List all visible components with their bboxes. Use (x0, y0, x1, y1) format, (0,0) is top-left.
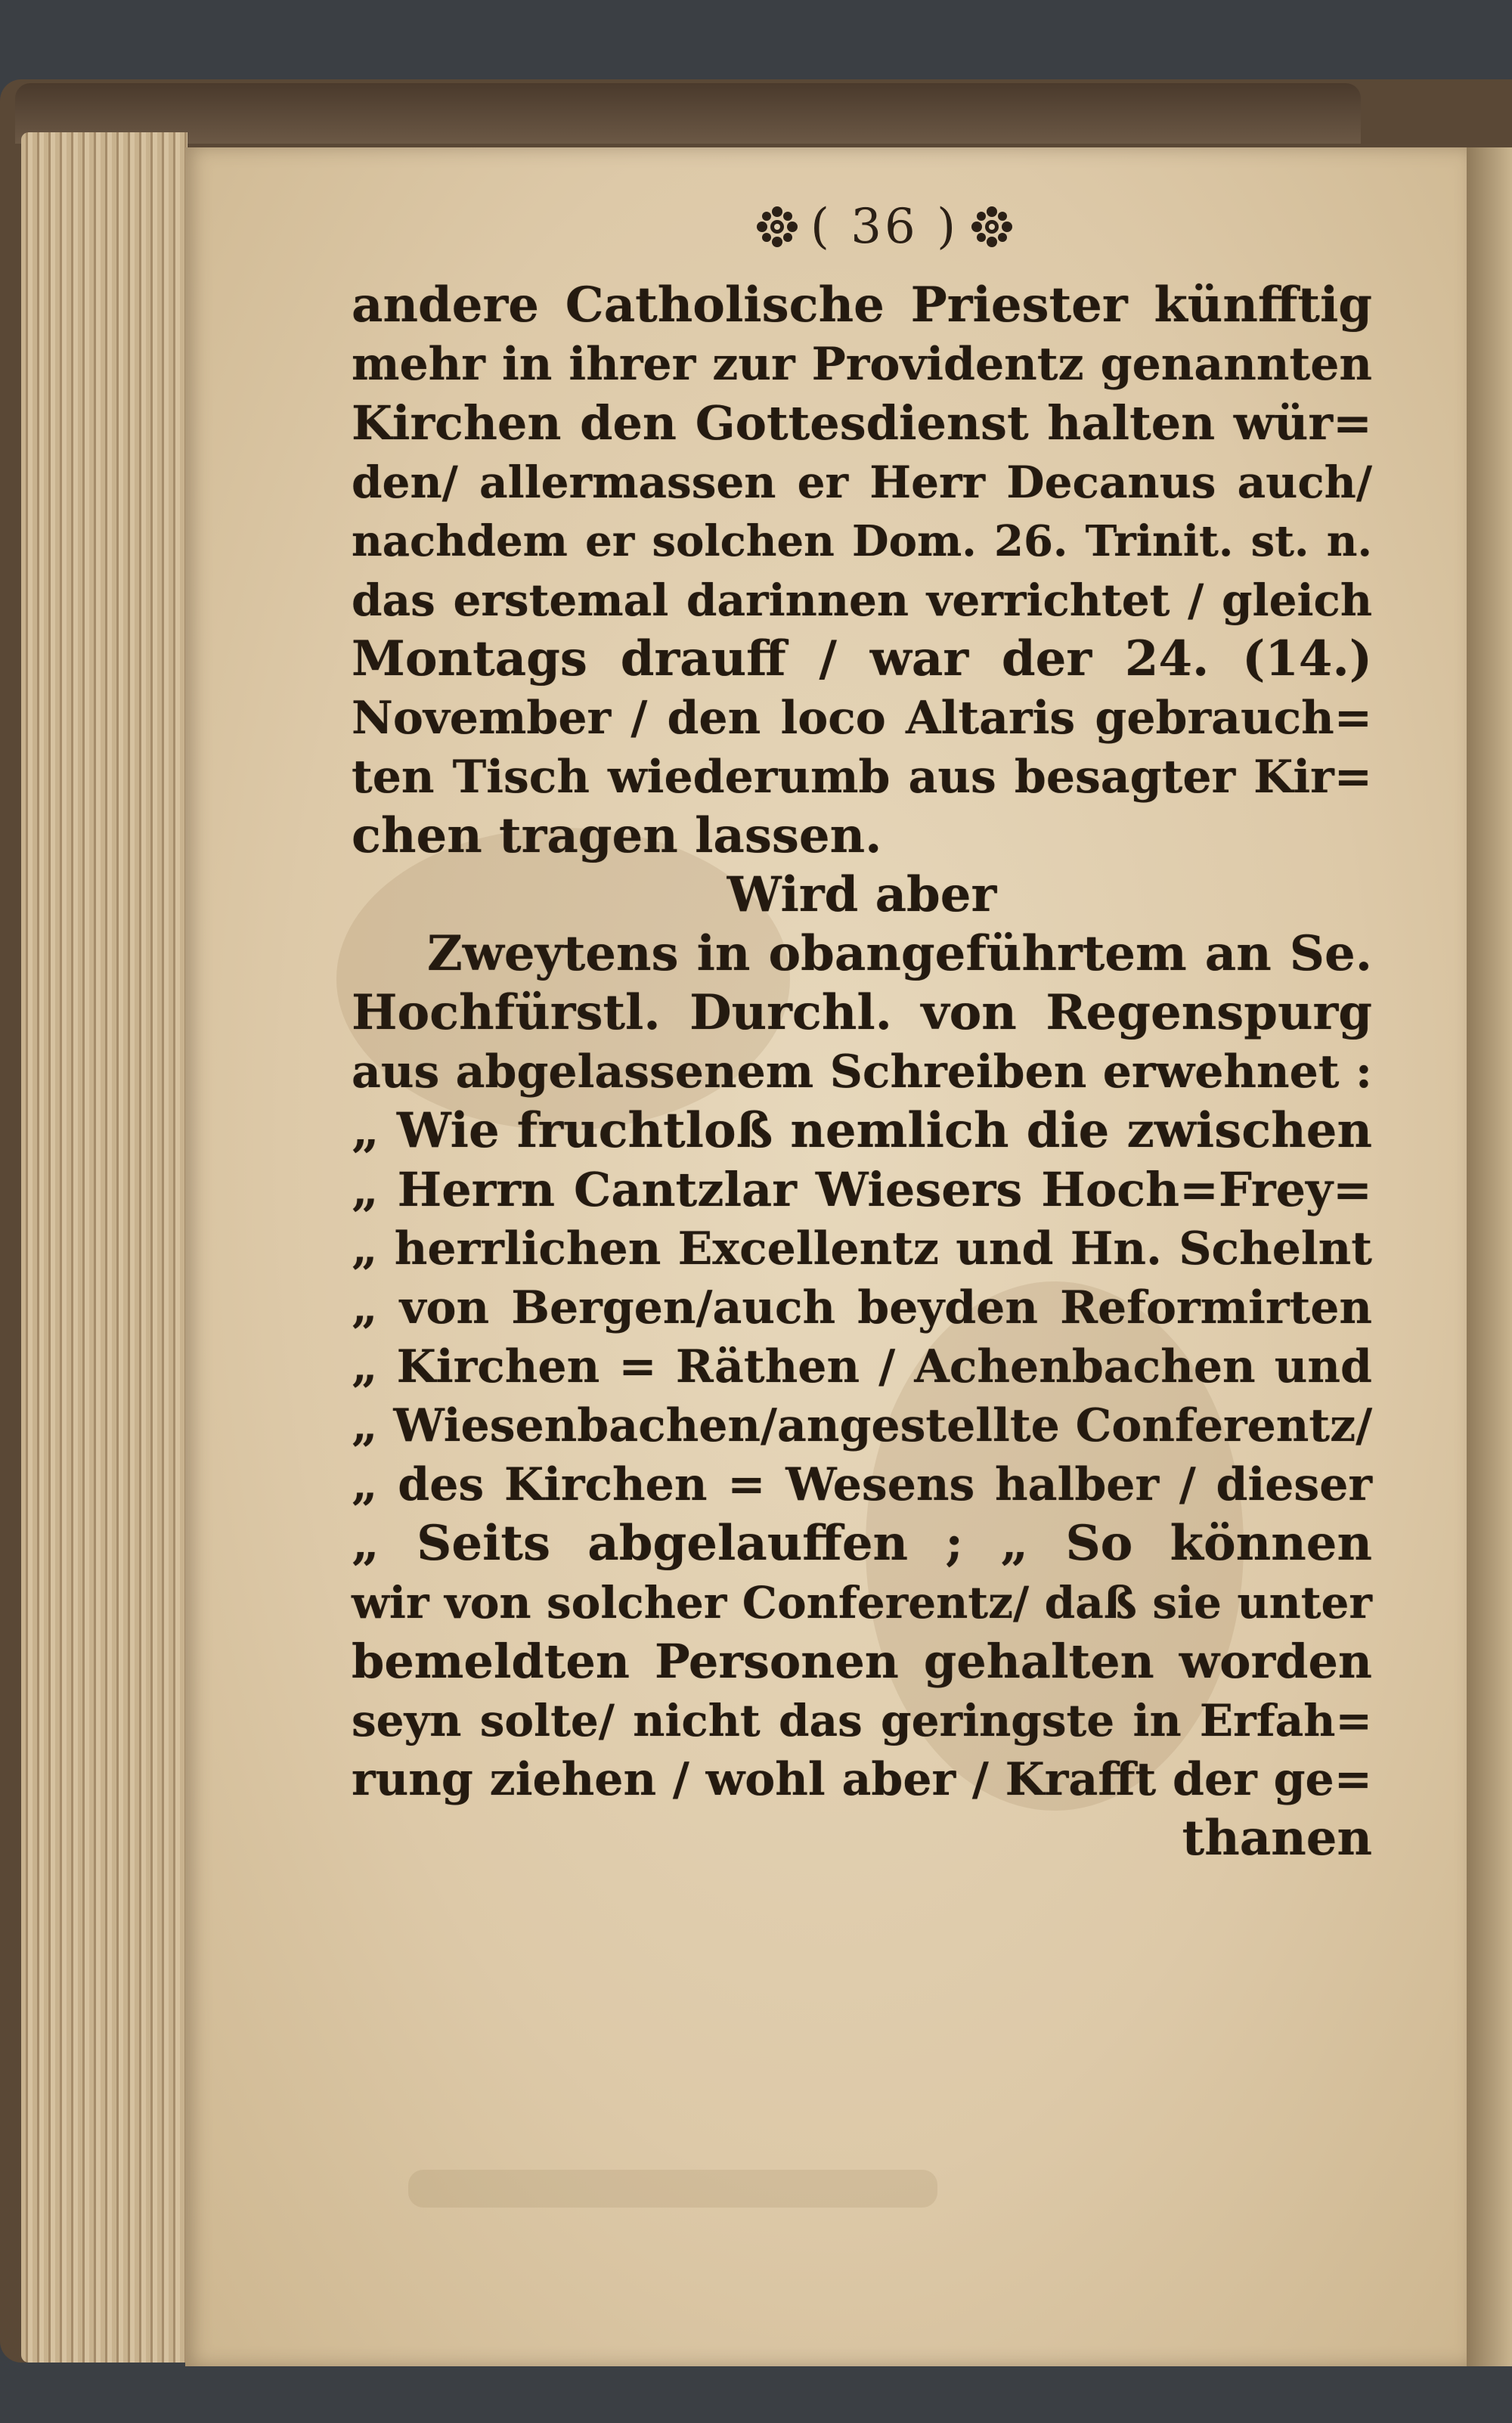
text-line: rung ziehen / wohl aber / Krafft der ge= (352, 1753, 1372, 1806)
text-line: Kirchen den Gottesdienst halten wür= (352, 395, 1372, 451)
bleed-through-text (408, 2170, 937, 2208)
text-line: andere Catholische Priester künfftig (352, 277, 1372, 333)
text-line: „ herrlichen Excellentz und Hn. Schelnt (352, 1222, 1372, 1275)
page-header (726, 189, 1043, 265)
text-line: Montags drauff / war der 24. (14.) (352, 631, 1372, 687)
text-line: „ Herrn Cantzlar Wiesers Hoch=Frey= (352, 1162, 1372, 1217)
text-line: wir von solcher Conferentz/ daß sie unter (352, 1577, 1372, 1628)
text-line: aus abgelassenem Schreiben erwehnet : (352, 1046, 1372, 1098)
text-line: „ Seits abgelauffen ; „ So können (352, 1515, 1372, 1572)
facing-page-edge (1467, 147, 1512, 2366)
text-line: „ von Bergen/auch beyden Reformirten (352, 1281, 1372, 1334)
text-line: „ des Kirchen = Wesens halber / dieser (352, 1458, 1372, 1511)
text-line: „ Wiesenbachen/angestellte Conferentz/ (352, 1399, 1373, 1452)
text-line: seyn solte/ nicht das geringste in Erfah= (352, 1695, 1372, 1746)
text-line: das erstemal darinnen verrichtet / gleich (352, 575, 1372, 626)
book-top-edge (15, 83, 1361, 144)
text-line: November / den loco Altaris gebrauch= (352, 692, 1372, 745)
text-line: nachdem er solchen Dom. 26. Trinit. st. n. (352, 516, 1372, 566)
text-line: chen tragen lassen. (352, 807, 882, 864)
text-line: „ Kirchen = Räthen / Achenbachen und (352, 1340, 1372, 1393)
ornament-flower-icon (754, 204, 800, 249)
text-line: „ Wie fruchtloß nemlich die zwischen (352, 1102, 1372, 1159)
text-line: den/ allermassen er Herr Decanus auch/ (352, 457, 1372, 508)
text-line: Wird aber (727, 866, 997, 923)
text-line: mehr in ihrer zur Providentz genannten (352, 338, 1372, 391)
body-text (352, 276, 1372, 1868)
text-line: Zweytens in obangeführtem an Se. (427, 925, 1372, 982)
ornament-flower-icon (969, 204, 1015, 249)
page-number: ( 36 ) (810, 199, 959, 255)
page-edges (21, 132, 187, 2363)
catchword: thanen (1182, 1810, 1372, 1867)
text-line: bemeldten Personen gehalten worden (352, 1634, 1372, 1689)
text-line: ten Tisch wiederumb aus besagter Kir= (352, 751, 1372, 804)
text-line: Hochfürstl. Durchl. von Regenspurg (352, 984, 1372, 1041)
